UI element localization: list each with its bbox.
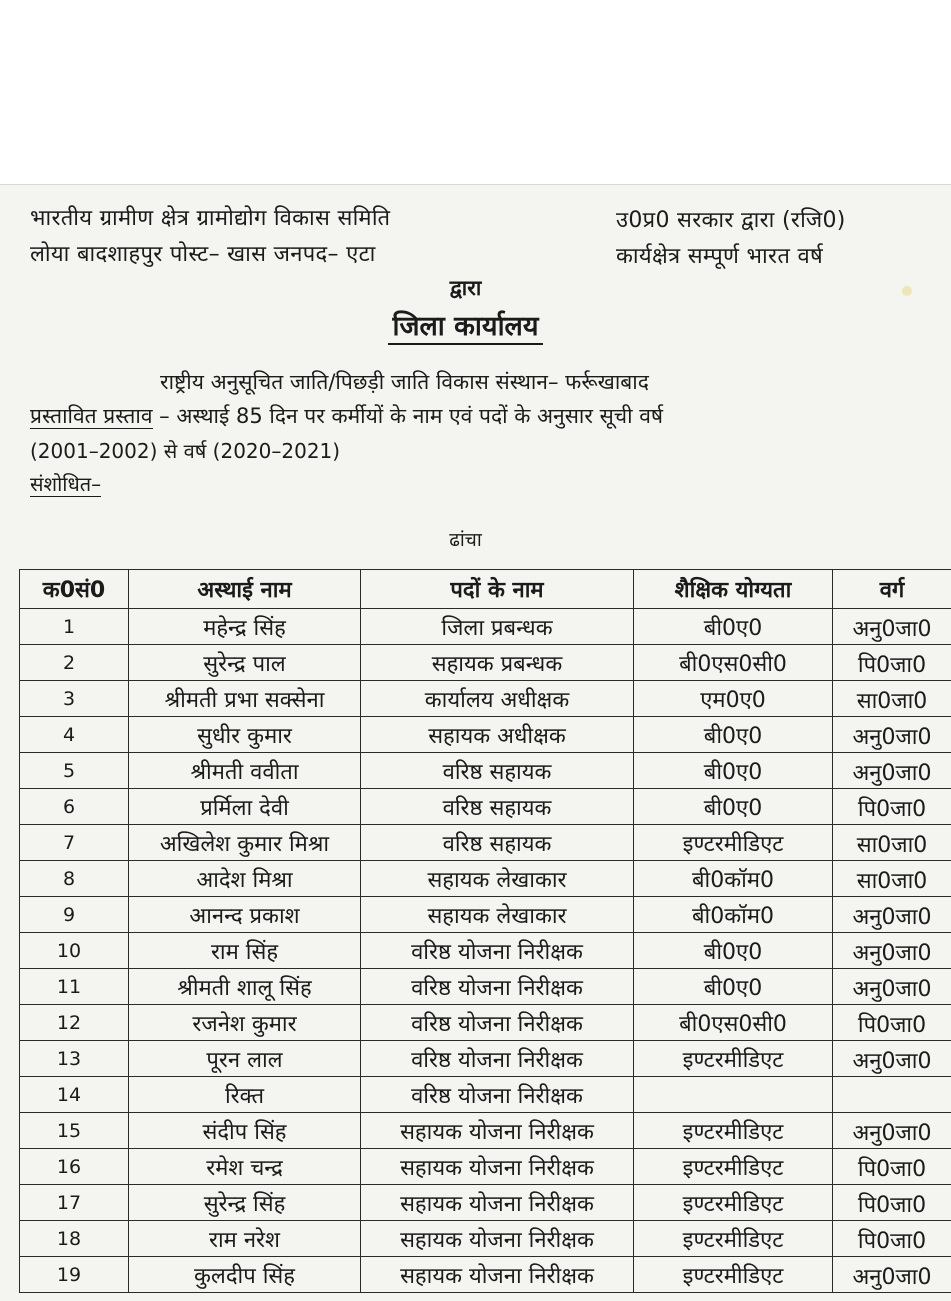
cell-post: वरिष्ठ सहायक <box>361 753 634 789</box>
cell-serial: 13 <box>20 1041 129 1077</box>
cell-category: अनु0जा0 <box>833 717 951 753</box>
cell-category: अनु0जा0 <box>833 609 951 645</box>
cell-serial: 3 <box>20 681 129 717</box>
proposal-line <box>30 402 663 430</box>
cell-serial: 11 <box>20 969 129 1005</box>
cell-post: सहायक योजना निरीक्षक <box>361 1257 634 1293</box>
cell-post: सहायक प्रबन्धक <box>361 645 634 681</box>
cell-category: अनु0जा0 <box>833 1041 951 1077</box>
header-qualification: शैक्षिक योग्यता <box>634 570 833 609</box>
cell-qualification: बी0एस0सी0 <box>634 645 833 681</box>
cell-category: पि0जा0 <box>833 645 951 681</box>
header-category: वर्ग <box>833 570 951 609</box>
cell-post: सहायक अधीक्षक <box>361 717 634 753</box>
table-row <box>20 1257 951 1293</box>
structure-label: ढांचा <box>449 529 482 551</box>
table-body <box>20 609 951 1293</box>
cell-qualification: इण्टरमीडिएट <box>634 1113 833 1149</box>
cell-qualification: इण्टरमीडिएट <box>634 1221 833 1257</box>
proposal-years: (2001–2002) से वर्ष (2020–2021) <box>30 439 341 463</box>
cell-name: संदीप सिंह <box>129 1113 361 1149</box>
cell-name: महेन्द्र सिंह <box>129 609 361 645</box>
cell-serial: 18 <box>20 1221 129 1257</box>
cell-serial: 16 <box>20 1149 129 1185</box>
cell-name: रमेश चन्द्र <box>129 1149 361 1185</box>
cell-category: पि0जा0 <box>833 789 951 825</box>
cell-qualification: एम0ए0 <box>634 681 833 717</box>
cell-category <box>833 1077 951 1113</box>
cell-name: सुधीर कुमार <box>129 717 361 753</box>
registration-note: उ0प्र0 सरकार द्वारा (रजि0) <box>616 208 846 233</box>
cell-qualification: बी0कॉम0 <box>634 861 833 897</box>
cell-post: सहायक योजना निरीक्षक <box>361 1221 634 1257</box>
cell-name: श्रीमती प्रभा सक्सेना <box>129 681 361 717</box>
cell-qualification: बी0ए0 <box>634 609 833 645</box>
cell-category: पि0जा0 <box>833 1005 951 1041</box>
cell-qualification: इण्टरमीडिएट <box>634 1185 833 1221</box>
cell-category: सा0जा0 <box>833 825 951 861</box>
cell-category: सा0जा0 <box>833 681 951 717</box>
staff-table <box>19 569 951 1293</box>
table-row <box>20 1041 951 1077</box>
cell-name: श्रीमती ववीता <box>129 753 361 789</box>
cell-category: पि0जा0 <box>833 1149 951 1185</box>
cell-category: पि0जा0 <box>833 1221 951 1257</box>
institute-line: राष्ट्रीय अनुसूचित जाति/पिछड़ी जाति विकास संस्थान– फर्रूखाबाद <box>160 370 649 394</box>
cell-post: सहायक लेखाकार <box>361 861 634 897</box>
table-row <box>20 897 951 933</box>
table-row <box>20 861 951 897</box>
table-row <box>20 1005 951 1041</box>
header-post: पदों के नाम <box>361 570 634 609</box>
cell-qualification: बी0ए0 <box>634 933 833 969</box>
cell-serial: 7 <box>20 825 129 861</box>
table-row <box>20 753 951 789</box>
table-row <box>20 1185 951 1221</box>
table-header-row <box>20 570 951 609</box>
cell-serial: 12 <box>20 1005 129 1041</box>
office-title-text: जिला कार्यालय <box>388 311 542 345</box>
revised-label-wrap <box>30 470 101 497</box>
cell-category: पि0जा0 <box>833 1185 951 1221</box>
cell-post: सहायक योजना निरीक्षक <box>361 1149 634 1185</box>
org-address: लोया बादशाहपुर पोस्ट– खास जनपद– एटा <box>30 242 376 267</box>
cell-name: आदेश मिश्रा <box>129 861 361 897</box>
cell-name: रजनेश कुमार <box>129 1005 361 1041</box>
cell-serial: 15 <box>20 1113 129 1149</box>
table-row <box>20 609 951 645</box>
cell-category: अनु0जा0 <box>833 1113 951 1149</box>
header-name: अस्थाई नाम <box>129 570 361 609</box>
cell-post: वरिष्ठ योजना निरीक्षक <box>361 933 634 969</box>
header-serial: क0सं0 <box>20 570 129 609</box>
cell-post: कार्यालय अधीक्षक <box>361 681 634 717</box>
table-row <box>20 789 951 825</box>
cell-category: सा0जा0 <box>833 861 951 897</box>
cell-category: अनु0जा0 <box>833 753 951 789</box>
cell-name: आनन्द प्रकाश <box>129 897 361 933</box>
cell-name: अखिलेश कुमार मिश्रा <box>129 825 361 861</box>
table-row <box>20 1221 951 1257</box>
table-row <box>20 969 951 1005</box>
office-title <box>0 306 951 343</box>
work-area-note: कार्यक्षेत्र सम्पूर्ण भारत वर्ष <box>616 244 823 269</box>
cell-post: वरिष्ठ योजना निरीक्षक <box>361 1041 634 1077</box>
cell-qualification: इण्टरमीडिएट <box>634 1257 833 1293</box>
cell-name: पूरन लाल <box>129 1041 361 1077</box>
cell-name: सुरेन्द्र सिंह <box>129 1185 361 1221</box>
cell-qualification: बी0कॉम0 <box>634 897 833 933</box>
cell-post: वरिष्ठ सहायक <box>361 789 634 825</box>
revised-label: संशोधित– <box>30 472 102 496</box>
cell-qualification: इण्टरमीडिएट <box>634 825 833 861</box>
table-row <box>20 1113 951 1149</box>
cell-serial: 10 <box>20 933 129 969</box>
cell-serial: 5 <box>20 753 129 789</box>
cell-serial: 8 <box>20 861 129 897</box>
cell-qualification: इण्टरमीडिएट <box>634 1041 833 1077</box>
cell-serial: 4 <box>20 717 129 753</box>
cell-name: श्रीमती शालू सिंह <box>129 969 361 1005</box>
cell-qualification: बी0ए0 <box>634 969 833 1005</box>
cell-post: सहायक लेखाकार <box>361 897 634 933</box>
table-row <box>20 825 951 861</box>
proposal-text: – अस्थाई 85 दिन पर कर्मीयों के नाम एवं पदों के अनुसार सूची वर्ष <box>152 404 664 428</box>
cell-category: अनु0जा0 <box>833 969 951 1005</box>
by-label: द्वारा <box>449 276 482 300</box>
cell-serial: 2 <box>20 645 129 681</box>
table-row <box>20 1149 951 1185</box>
cell-qualification: बी0ए0 <box>634 717 833 753</box>
cell-name: राम नरेश <box>129 1221 361 1257</box>
cell-name: कुलदीप सिंह <box>129 1257 361 1293</box>
cell-category: अनु0जा0 <box>833 897 951 933</box>
cell-name: राम सिंह <box>129 933 361 969</box>
cell-post: वरिष्ठ योजना निरीक्षक <box>361 1077 634 1113</box>
table-row <box>20 645 951 681</box>
cell-category: अनु0जा0 <box>833 1257 951 1293</box>
cell-post: जिला प्रबन्धक <box>361 609 634 645</box>
table-row <box>20 717 951 753</box>
cell-qualification: बी0ए0 <box>634 753 833 789</box>
org-name: भारतीय ग्रामीण क्षेत्र ग्रामोद्योग विकास समिति <box>30 206 391 231</box>
cell-qualification: बी0एस0सी0 <box>634 1005 833 1041</box>
cell-serial: 14 <box>20 1077 129 1113</box>
cell-category: अनु0जा0 <box>833 933 951 969</box>
cell-qualification: इण्टरमीडिएट <box>634 1149 833 1185</box>
proposal-label: प्रस्तावित प्रस्ताव <box>30 404 153 428</box>
cell-qualification <box>634 1077 833 1113</box>
cell-serial: 17 <box>20 1185 129 1221</box>
cell-post: सहायक योजना निरीक्षक <box>361 1185 634 1221</box>
cell-serial: 19 <box>20 1257 129 1293</box>
cell-serial: 1 <box>20 609 129 645</box>
cell-name: प्रर्मिला देवी <box>129 789 361 825</box>
cell-post: वरिष्ठ योजना निरीक्षक <box>361 969 634 1005</box>
table-row <box>20 933 951 969</box>
cell-qualification: बी0ए0 <box>634 789 833 825</box>
cell-post: वरिष्ठ सहायक <box>361 825 634 861</box>
table-row <box>20 681 951 717</box>
cell-post: वरिष्ठ योजना निरीक्षक <box>361 1005 634 1041</box>
cell-serial: 6 <box>20 789 129 825</box>
cell-post: सहायक योजना निरीक्षक <box>361 1113 634 1149</box>
cell-name: सुरेन्द्र पाल <box>129 645 361 681</box>
cell-serial: 9 <box>20 897 129 933</box>
cell-name: रिक्त <box>129 1077 361 1113</box>
table-row <box>20 1077 951 1113</box>
